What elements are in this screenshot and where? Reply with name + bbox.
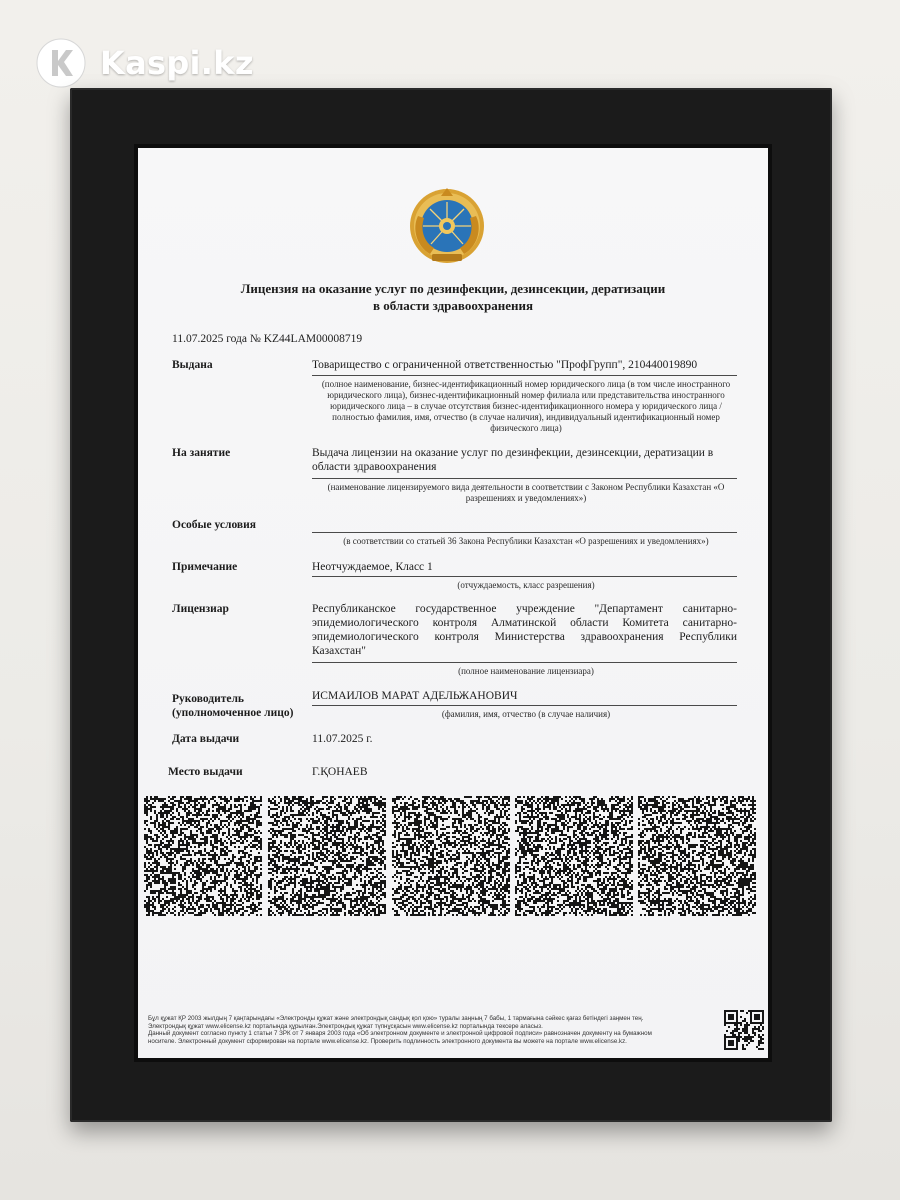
picture-frame (70, 88, 832, 1122)
title-line-2: в области здравоохранения (372, 298, 534, 313)
state-emblem-icon (408, 186, 486, 266)
footer-line-1: Бұл құжат ҚР 2003 жылдың 7 қаңтарындағы «Электронды құжат және электрондық сандық қол қою» туралы заңның 7 бабы, 1 тармағына сәйкес қағаз бетіндегі заңмен тең. (148, 1015, 644, 1022)
kaspi-brand-text: Kaspi.kz (100, 44, 254, 82)
licensor-caption: (полное наименование лицензиара) (458, 666, 594, 676)
head-caption: (фамилия, имя, отчество (в случае наличия) (441, 709, 611, 719)
head-underline (312, 705, 737, 706)
issue-place-label: Место выдачи (168, 766, 243, 778)
kaspi-logo-icon (36, 38, 86, 88)
issue-date-label: Дата выдачи (172, 733, 240, 745)
qr-code-4 (515, 796, 633, 916)
head-label-line-1: Руководитель (172, 693, 244, 705)
note-underline (312, 576, 737, 577)
issued-to-value: Товарищество с ограниченной ответственностью "ПрофГрупп", 210440019890 (312, 359, 698, 371)
issued-to-underline (312, 375, 737, 376)
issued-to-label: Выдана (172, 359, 213, 371)
activity-label: На занятие (172, 447, 231, 459)
note-label: Примечание (172, 561, 238, 573)
licensor-label: Лицензиар (172, 603, 229, 615)
licensor-value: Республиканское государственное учреждение "Департамент санитарно-эпидемиологического контроля Алматинской области Комитета санитарно-эпидемиологического контроля Министерства здравоохранения Республики Казахстан" (312, 603, 737, 657)
special-conditions-underline (312, 532, 737, 533)
qr-code-5 (638, 796, 756, 916)
footer-line-4: носителе. Электронный документ сформирован на портале www.elicense.kz. Проверить подлинность электронного документа вы можете на портале www.elicense.kz. (148, 1037, 627, 1045)
note-caption: (отчуждаемость, класс разрешения) (457, 580, 595, 590)
title-line-1: Лицензия на оказание услуг по дезинфекции, дезинсекции, дератизации (240, 281, 666, 296)
special-conditions-label: Особые условия (172, 519, 256, 531)
license-number: 11.07.2025 года № KZ44LAM00008719 (172, 333, 363, 345)
qr-code-2 (268, 796, 386, 916)
head-label-line-2: (уполномоченное лицо) (172, 707, 294, 719)
issue-date-value: 11.07.2025 г. (312, 733, 373, 745)
activity-value: Выдача лицензии на оказание услуг по дезинфекции, дезинсекции, дератизации в области здравоохранения (312, 447, 714, 473)
kaspi-watermark (36, 38, 254, 88)
frame-inner-edge (134, 144, 772, 1062)
footer-line-3: Данный документ согласно пункту 1 статьи 7 ЗРК от 7 января 2003 года «Об электронном документе и электронной цифровой подписи» равнозначен документу на бумажном (148, 1030, 652, 1038)
note-value: Неотчуждаемое, Класс 1 (312, 561, 433, 573)
licensor-underline (312, 662, 737, 663)
issue-place-value: Г.ҚОНАЕВ (312, 766, 368, 778)
qr-code-small (724, 1010, 764, 1050)
head-value: ИСМАИЛОВ МАРАТ АДЕЛЬЖАНОВИЧ (312, 690, 518, 702)
qr-code-3 (392, 796, 510, 916)
qr-code-row (144, 796, 758, 918)
issued-to-caption: (полное наименование, бизнес-идентификационный номер юридического лица (в том числе иностранного юридического лица), бизнес-идентификационный номер филиала или представительства иностранного юридического лица – в случае отсутствия бизнес-идентификационного номера у юридического лица / полностью фамилия, имя, отчество (в случае наличия), индивидуальный идентификационный номер физического лица) (321, 379, 731, 433)
license-document (138, 148, 768, 1058)
document-title (178, 280, 728, 314)
footer-line-2: Электрондық құжат www.elicense.kz порталында құрылған.Электрондық құжат түпнұсқасын www.elicense.kz порталында тексере аласыз. (148, 1022, 543, 1030)
legal-footer (148, 1015, 718, 1045)
activity-underline (312, 478, 737, 479)
special-conditions-caption: (в соответствии со статьей 36 Закона Республики Казахстан «О разрешениях и уведомлениях») (343, 536, 709, 546)
activity-caption: (наименование лицензируемого вида деятельности в соответствии с Законом Республики Казахстан «О разрешениях и уведомлениях») (327, 482, 725, 503)
head-label (172, 692, 293, 720)
qr-code-1 (144, 796, 262, 916)
